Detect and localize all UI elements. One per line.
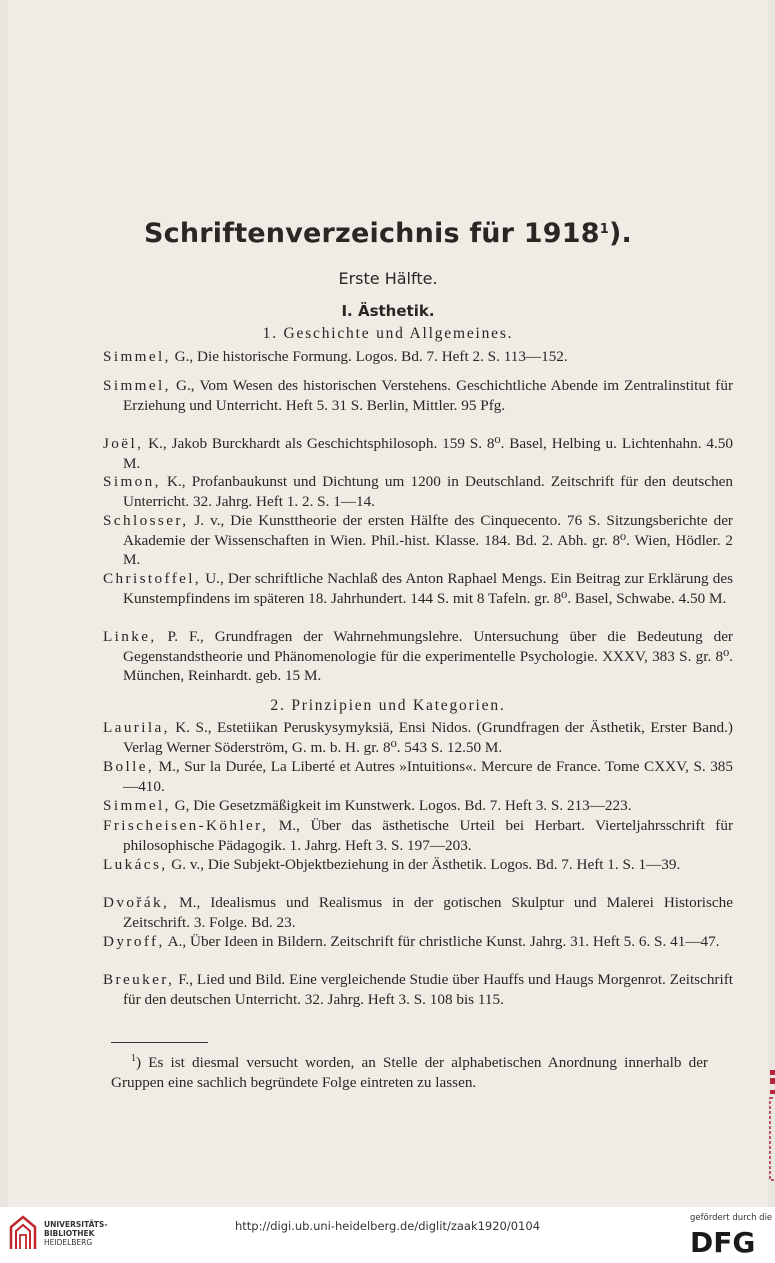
bibliography-entry (103, 627, 733, 686)
entry-text: M., Idealismus und Realismus in der gotischen Skulptur und Malerei Historische Zeitschrift. 3. Folge. Bd. 23. (123, 894, 733, 931)
bibliography-entry (103, 376, 733, 415)
entry-text: U., Der schriftliche Nachlaß des Anton Raphael Mengs. Ein Beitrag zur Erklärung des Kunstempfindens im späteren 18. Jahrhundert. 144 S. mit 8 Tafeln. gr. 8⁰. Basel, Schwabe. 4.50 M. (123, 570, 733, 607)
entry-text: P. F., Grundfragen der Wahrnehmungslehre. Untersuchung über die Bedeutung der Gegenstandstheorie und Phänomenologie für die experimentelle Psychologie. XXXV, 383 S. gr. 8⁰. München, Reinhardt. geb. 15 M. (123, 628, 733, 685)
bibliography-entry (103, 718, 733, 757)
document-subtitle: Erste Hälfte. (338, 269, 438, 288)
bibliography-entry (103, 434, 733, 473)
entry-text: G., Vom Wesen des historischen Verstehens. Geschichtliche Abende im Zentralinstitut für Erziehung und Unterricht. Heft 5. 31 S. Berlin, Mittler. 95 Pfg. (123, 377, 733, 414)
footnote-mark: 1 (131, 1053, 136, 1064)
bibliography-entry (103, 816, 733, 855)
entry-author: Simmel, (103, 348, 171, 365)
university-library-name[interactable]: UNIVERSITÄTS- BIBLIOTHEK HEIDELBERG (44, 1220, 108, 1247)
entry-text: M., Über das ästhetische Urteil bei Herbart. Vierteljahrsschrift für philosophische Pädagogik. 1. Jahrg. Heft 3. S. 197—203. (123, 817, 733, 854)
bibliography-entry (103, 970, 733, 1009)
section-heading: I. Ästhetik. (341, 302, 435, 320)
subsection-heading: 1. Geschichte und Allgemeines. (262, 325, 514, 342)
entry-author: Dyroff, (103, 933, 165, 950)
entry-author: Laurila, (103, 719, 170, 736)
entry-author: Christoffel, (103, 570, 202, 587)
entry-text: K., Profanbaukunst und Dichtung um 1200 in Deutschland. Zeitschrift für den deutschen Unterricht. 32. Jahrg. Heft 1. 2. S. 1—14. (123, 473, 733, 510)
bibliography-entry (103, 347, 733, 367)
dfg-logo-text: DFG (690, 1226, 756, 1256)
entry-author: Linke, (103, 628, 157, 645)
entry-author: Simmel, (103, 377, 171, 394)
entry-author: Schlosser, (103, 512, 189, 529)
bibliography-entry (103, 932, 733, 952)
entry-text: K. S., Estetiikan Peruskysymyksiä, Ensi Nidos. (Grundfragen der Ästhetik, Erster Band.) Verlag Werner Söderström, G. m. b. H. gr. 8⁰. 543 S. 12.50 M. (123, 719, 733, 756)
bibliography-entry (103, 511, 733, 570)
document-page (8, 0, 768, 1207)
entry-text: A., Über Ideen in Bildern. Zeitschrift für christliche Kunst. Jahrg. 31. Heft 5. 6. S. 41—47. (164, 933, 720, 950)
viewer-footer (0, 1207, 775, 1263)
dfg-logo-icon[interactable] (688, 1226, 766, 1256)
entry-author: Breuker, (103, 971, 175, 988)
document-title: Schriftenverzeichnis für 1918$^1$). (144, 218, 632, 249)
bibliography-entry (103, 893, 733, 932)
entry-author: Joël, (103, 435, 144, 452)
entry-author: Dvořák, (103, 894, 170, 911)
funded-by-label: gefördert durch die (690, 1213, 773, 1223)
footnote-rule (111, 1042, 208, 1043)
bibliography-entry (103, 855, 733, 875)
entry-author: Lukács, (103, 856, 168, 873)
entry-text: F., Lied und Bild. Eine vergleichende Studie über Hauffs und Haugs Morgenrot. Zeitschrift für den deutschen Unterricht. 32. Jahrg. Heft 3. S. 108 bis 115. (123, 971, 733, 1008)
bibliography-entry (103, 757, 733, 796)
entry-text: J. v., Die Kunsttheorie der ersten Hälfte des Cinquecento. 76 S. Sitzungsberichte der Akademie der Wissenschaften in Wien. Phil.-hist. Klasse. 184. Bd. 2. Abh. gr. 8⁰. Wien, Hödler. 2 M. (123, 512, 733, 569)
footnote-text: ) Es ist diesmal versucht worden, an Stelle der alphabetischen Anordnung innerhalb der Gruppen eine sachlich begründete Folge eintreten zu lassen. (111, 1054, 708, 1091)
entry-text: G. v., Die Subjekt-Objektbeziehung in der Ästhetik. Logos. Bd. 7. Heft 1. S. 1—39. (167, 856, 681, 873)
entry-text: K., Jakob Burckhardt als Geschichtsphilosoph. 159 S. 8⁰. Basel, Helbing u. Lichtenhahn. 4.50 M. (123, 435, 733, 472)
bibliography-entry (103, 796, 733, 816)
entry-author: Frischeisen-Köhler, (103, 817, 269, 834)
entry-author: Simon, (103, 473, 161, 490)
entry-text: G., Die historische Formung. Logos. Bd. 7. Heft 2. S. 113—152. (170, 348, 568, 365)
entry-text: G, Die Gesetzmäßigkeit im Kunstwerk. Logos. Bd. 7. Heft 3. S. 213—223. (170, 797, 632, 814)
bibliography-entry (103, 472, 733, 511)
entry-text: M., Sur la Durée, La Liberté et Autres »Intuitions«. Mercure de France. Tome CXXV, S. 385—410. (123, 758, 733, 795)
footnote (111, 1049, 708, 1092)
entry-author: Bolle, (103, 758, 155, 775)
subsection-heading: 2. Prinzipien und Kategorien. (270, 697, 506, 714)
bibliography-entry (103, 569, 733, 608)
library-stamp (768, 1070, 775, 1182)
permalink-url[interactable]: http://digi.ub.uni-heidelberg.de/diglit/zaak1920/0104 (234, 1219, 541, 1233)
entry-author: Simmel, (103, 797, 171, 814)
